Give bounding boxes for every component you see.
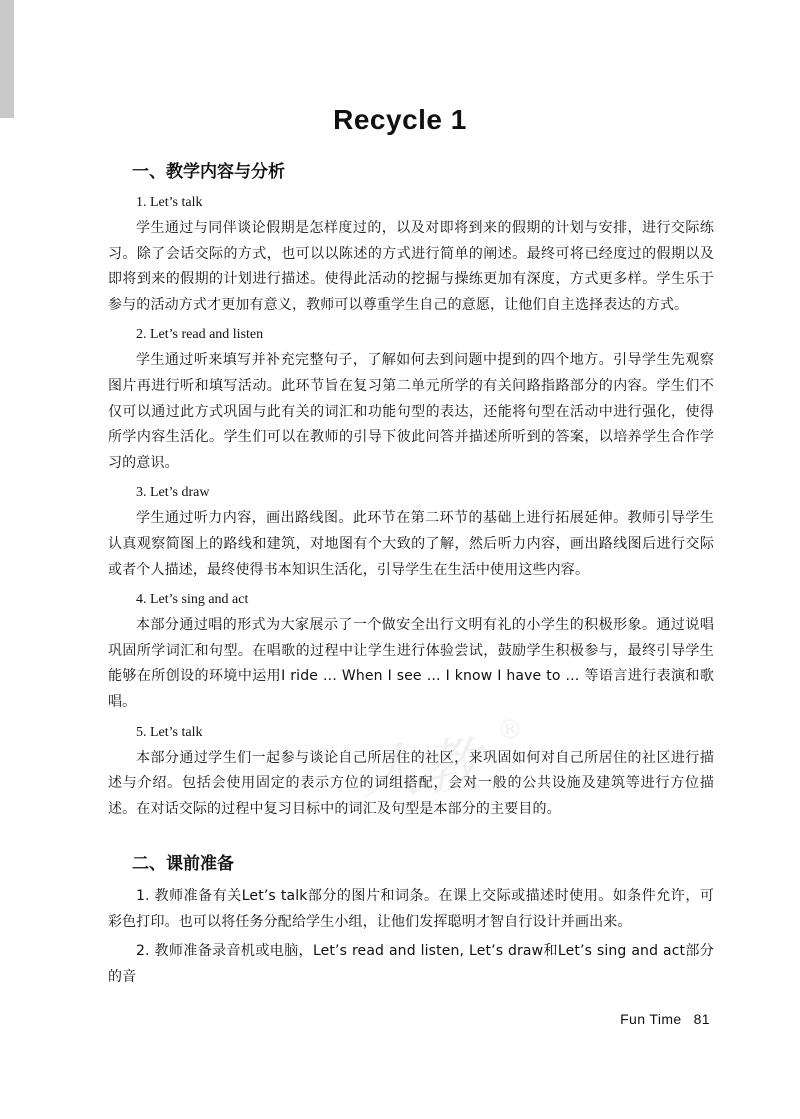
prep-item-2: 2. 教师准备录音机或电脑，Let’s read and listen, Let’s draw和Let’s sing and act部分的音 bbox=[108, 943, 714, 986]
item-title-lets-read-and-listen: 2. Let’s read and listen bbox=[136, 327, 264, 343]
page-title: Recycle 1 bbox=[333, 104, 467, 135]
item-text-lets-read-and-listen: 学生通过听来填写并补充完整句子，了解如何去到问题中提到的四个地方。引导学生先观察图片再进行听和填写活动。此环节旨在复习第二单元所学的有关问路指路部分的内容。学生们不仅可以通过此方式巩固与此有关的词汇和功能句型的表达，还能将句型在活动中进行强化，使得所学内容生活化。学生们可以在教师的引导下彼此问答并描述所听到的答案，以培养学生合作学习的意识。 bbox=[108, 352, 714, 471]
item-title-lets-draw: 3. Let’s draw bbox=[136, 485, 210, 501]
footer-book-title: Fun Time bbox=[620, 1011, 682, 1027]
page-footer bbox=[620, 1011, 710, 1027]
publisher-watermark: 人教 ® bbox=[358, 714, 524, 809]
prep-item-1: 1. 教师准备有关Let’s talk部分的图片和词条。在课上交际或描述时使用。如条件允许，可彩色打印。也可以将任务分配给学生小组，让他们发挥聪明才智自行设计并画出来。 bbox=[108, 888, 714, 930]
item-title-lets-talk: 1. Let’s talk bbox=[136, 195, 203, 210]
scan-edge-bar bbox=[0, 0, 14, 118]
page-content bbox=[108, 160, 714, 995]
section-heading-content-analysis: 一、教学内容与分析 bbox=[132, 162, 285, 182]
item-text-lets-talk: 学生通过与同伴谈论假期是怎样度过的，以及对即将到来的假期的计划与安排，进行交际练习。除了会话交际的方式，也可以以陈述的方式进行简单的阐述。最终可将已经度过的假期以及即将到来的假期的计划进行描述。使得此活动的挖掘与操练更加有深度，方式更多样。学生乐于参与的活动方式才更加有意义，教师可以尊重学生自己的意愿，让他们自主选择表达的方式。 bbox=[108, 220, 714, 313]
page-number: 81 bbox=[693, 1011, 710, 1027]
item-text-lets-draw: 学生通过听力内容，画出路线图。此环节在第二环节的基础上进行拓展延伸。教师引导学生认真观察简图上的路线和建筑，对地图有个大致的了解，然后听力内容，画出路线图后进行交际或者个人描述，最终使得书本知识生活化，引导学生在生活中使用这些内容。 bbox=[108, 510, 714, 578]
item-title-lets-sing-and-act: 4. Let’s sing and act bbox=[136, 592, 249, 608]
item-text-lets-sing-and-act: 本部分通过唱的形式为大家展示了一个做安全出行文明有礼的小学生的积极形象。通过说唱巩固所学词汇和句型。在唱歌的过程中让学生进行体验尝试，鼓励学生积极参与，最终引导学生能够在所创设的环境中运用I ride … When I see … I know I have to … 等语言进行表演和歌唱。 bbox=[108, 617, 714, 710]
section-heading-preparation: 二、课前准备 bbox=[132, 854, 234, 875]
item-title-lets-talk-community: 5. Let’s talk bbox=[136, 724, 203, 740]
item-text-lets-talk-community: 本部分通过学生们一起参与谈论自己所居住的社区，来巩固如何对自己所居住的社区进行描述与介绍。包括会使用固定的表示方位的词组搭配，会对一般的公共设施及建筑等进行方位描述。在对话交际的过程中复习目标中的词汇及句型是本部分的主要目的。 bbox=[108, 749, 714, 817]
